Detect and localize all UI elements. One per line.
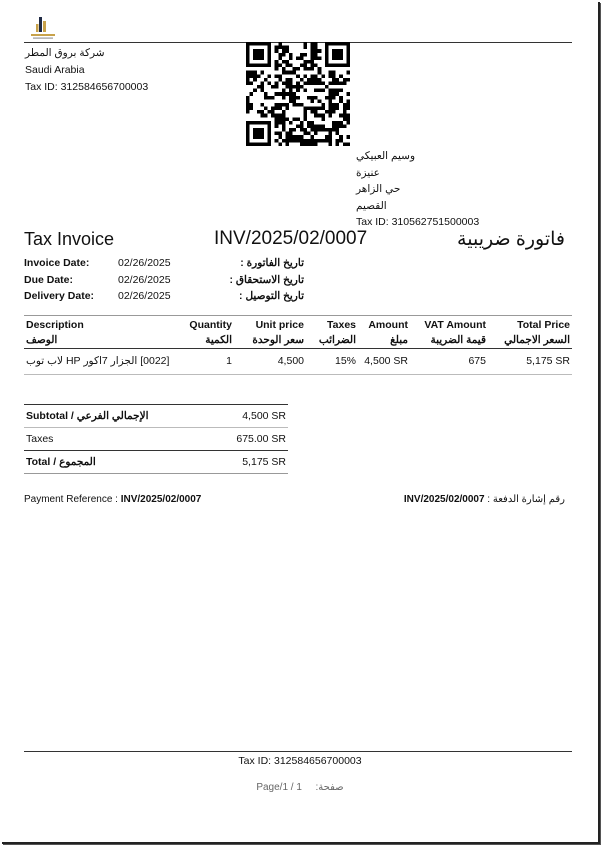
invoice-date-label-ar: تاريخ الفاتورة :: [240, 257, 304, 269]
total-row: [24, 451, 288, 474]
page-number: [2, 782, 598, 793]
cell-amount: 4,500 SR: [364, 355, 408, 367]
invoice-date-value: 02/26/2025: [118, 257, 171, 269]
cell-taxes: 15%: [334, 355, 356, 367]
col-total-price: Total Price السعر الاجمالي: [504, 319, 570, 346]
total-value: 5,175 SR: [242, 456, 286, 468]
customer-district: حي الزاهر: [356, 183, 401, 195]
due-date-row: [24, 274, 324, 291]
col-unit-price: Unit price سعر الوحدة: [252, 319, 304, 346]
invoice-date-label: Invoice Date:: [24, 257, 90, 269]
col-quantity: Quantity الكمية: [189, 319, 232, 346]
invoice-page: [2, 2, 600, 844]
company-tax-id: Tax ID: 312584656700003: [25, 81, 149, 93]
company-name: شركة بروق المطر: [25, 47, 105, 59]
customer-address: [356, 148, 479, 231]
total-label: Total / المجموع: [26, 456, 96, 468]
subtotal-value: 4,500 SR: [242, 410, 286, 422]
qr-code: [246, 42, 350, 146]
cell-description: [0022] الجزار 7اكور HP لاب توب: [26, 355, 170, 367]
col-vat-amount: VAT Amount قيمة الضريبة: [424, 319, 486, 346]
payment-reference-ar: [404, 494, 565, 505]
payment-reference-value-ar: INV/2025/02/0007: [403, 494, 485, 505]
totals-table: [24, 404, 288, 474]
subtotal-label: Subtotal / الإجمالي الفرعي: [26, 410, 149, 422]
page-value: 1 / 1: [282, 782, 302, 793]
cell-total-price: 5,175 SR: [526, 355, 570, 367]
invoice-date-row: [24, 257, 324, 274]
taxes-row: [24, 428, 288, 451]
cell-quantity: 1: [226, 355, 232, 367]
invoice-title-ar: فاتورة ضريبية: [457, 229, 565, 250]
footer-tax-id: Tax ID: 312584656700003: [238, 755, 362, 767]
due-date-label: Due Date:: [24, 273, 74, 286]
customer-city: عنيزة: [356, 166, 380, 179]
invoice-dates: [24, 257, 324, 307]
company-logo: [31, 15, 55, 41]
invoice-number: INV/2025/02/0007: [214, 228, 368, 249]
company-address: [25, 45, 148, 96]
customer-name: وسيم العبيكي: [356, 150, 416, 162]
delivery-date-value: 02/26/2025: [118, 290, 171, 302]
payment-reference: [24, 494, 201, 505]
customer-region: القصيم: [356, 199, 387, 212]
page-label: Page/صفحة:: [256, 782, 344, 793]
taxes-value: 675.00 SR: [236, 433, 286, 445]
table-row: [24, 349, 572, 375]
invoice-title-en: Tax Invoice: [24, 229, 115, 249]
customer-tax-id: Tax ID: 310562751500003: [356, 216, 480, 228]
taxes-label: Taxes: [26, 433, 54, 445]
table-header-row: [24, 316, 572, 349]
due-date-value: 02/26/2025: [118, 273, 171, 286]
footer-divider: [24, 751, 572, 752]
payment-reference-label-ar: رقم إشارة الدفعة :: [484, 494, 565, 505]
subtotal-row: [24, 405, 288, 428]
invoice-lines-table: [24, 315, 572, 375]
cell-unit-price: 4,500: [277, 355, 304, 367]
due-date-label-ar: تاريخ الاستحقاق :: [229, 273, 304, 286]
delivery-date-label-ar: تاريخ التوصيل :: [239, 290, 304, 302]
payment-reference-label: Payment Reference :: [24, 494, 121, 505]
col-taxes: Taxes الضرائب: [318, 319, 356, 346]
cell-vat-amount: 675: [468, 355, 486, 367]
payment-reference-value: INV/2025/02/0007: [120, 494, 202, 505]
delivery-date-row: [24, 290, 324, 307]
delivery-date-label: Delivery Date:: [24, 290, 95, 302]
company-country: Saudi Arabia: [25, 64, 85, 76]
col-amount: Amount مبلغ: [368, 319, 408, 346]
col-description: Description الوصف: [26, 319, 84, 346]
